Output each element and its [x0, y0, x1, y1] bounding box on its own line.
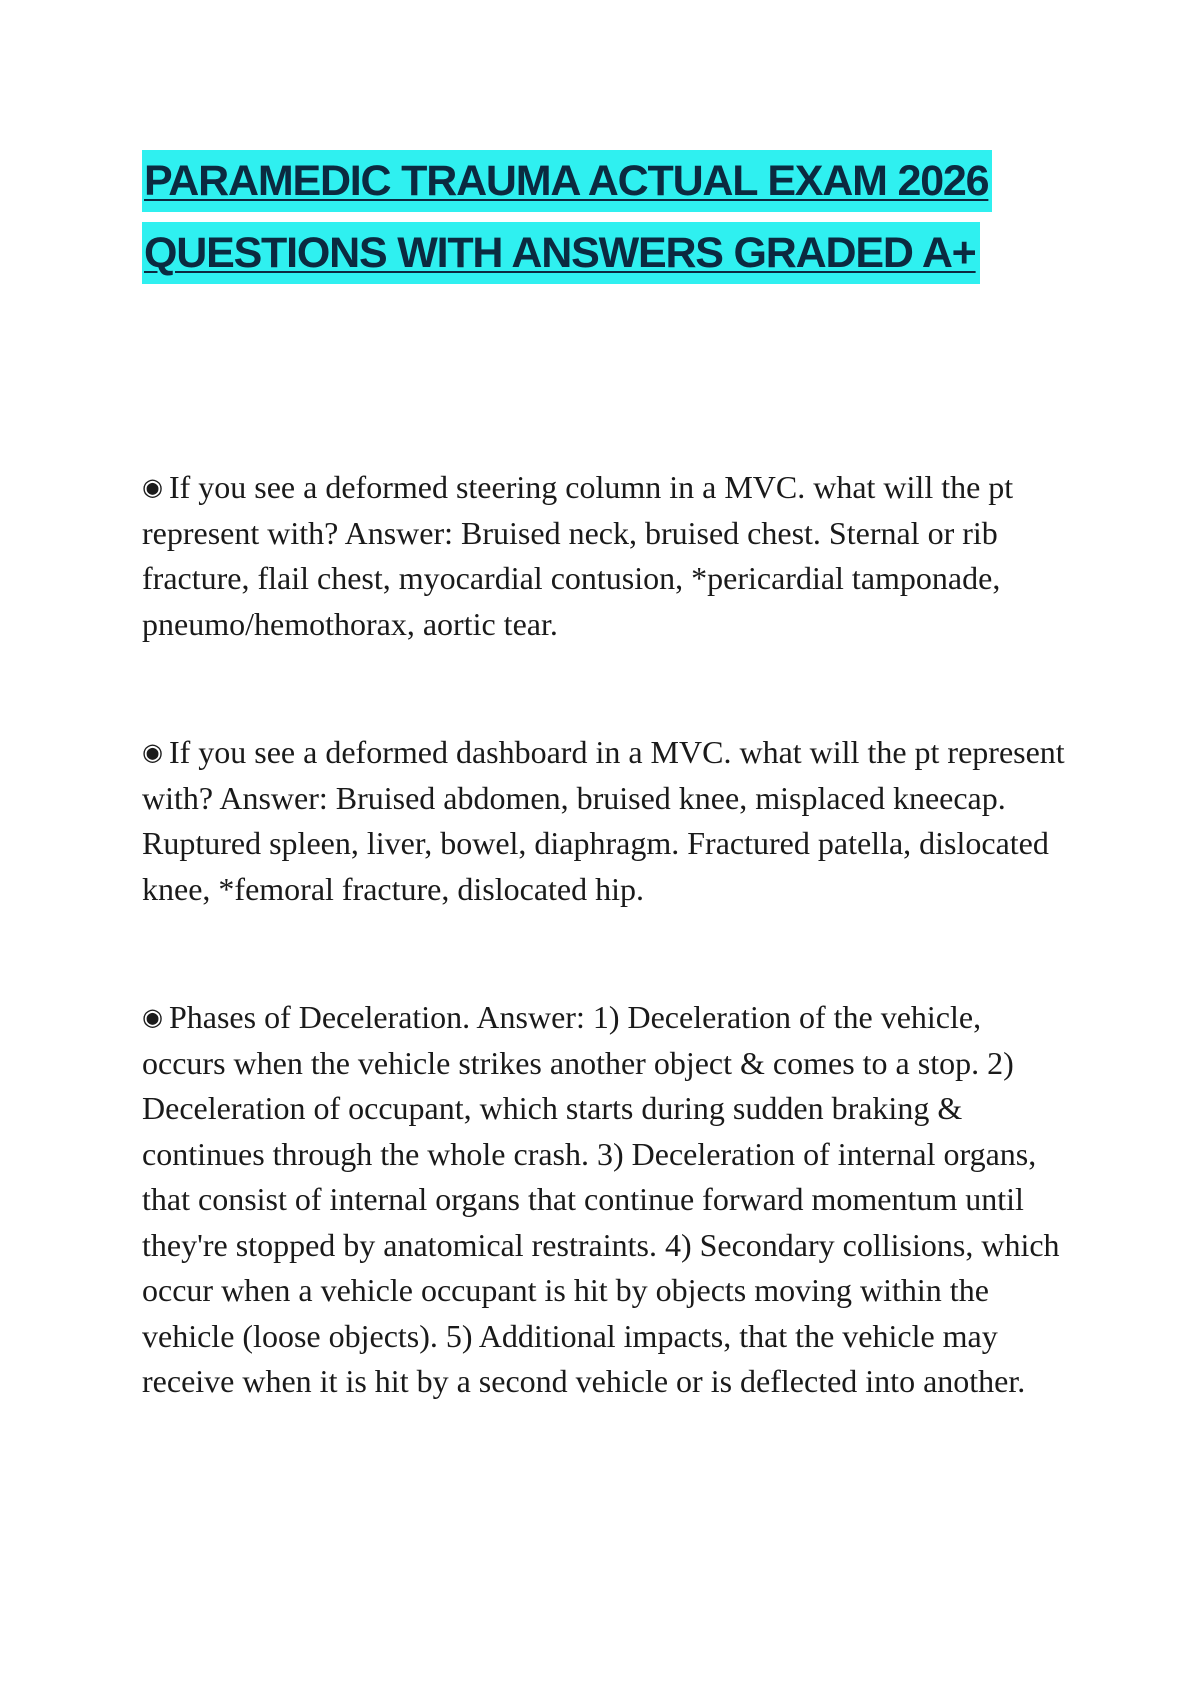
- question-answer-item: [142, 730, 1072, 912]
- item-text: Phases of Deceleration. Answer: 1) Deceleration of the vehicle, occurs when the vehicle strikes another object & comes to a stop. 2) Deceleration of occupant, which starts during sudden braking & continues through the whole crash. 3) Deceleration of internal organs, that consist of internal organs that continue forward momentum until they're stopped by anatomical restraints. 4) Secondary collisions, which occur when a vehicle occupant is hit by objects moving within the vehicle (loose objects). 5) Additional impacts, that the vehicle may receive when it is hit by a second vehicle or is deflected into another.: [142, 999, 1060, 1399]
- document-title: [142, 150, 1042, 294]
- item-text: If you see a deformed dashboard in a MVC. what will the pt represent with? Answer: Bruised abdomen, bruised knee, misplaced kneecap. Ruptured spleen, liver, bowel, diaphragm. Fractured patella, dislocated knee, *femoral fracture, dislocated hip.: [142, 734, 1065, 907]
- radio-bullet-icon: ◉: [142, 738, 163, 766]
- question-answer-item: [142, 465, 1072, 647]
- question-answer-item: [142, 995, 1072, 1405]
- title-line-2: QUESTIONS WITH ANSWERS GRADED A+: [142, 222, 980, 284]
- title-line-1: PARAMEDIC TRAUMA ACTUAL EXAM 2026: [142, 150, 992, 212]
- item-text: If you see a deformed steering column in a MVC. what will the pt represent with? Answer: Bruised neck, bruised chest. Sternal or rib fracture, flail chest, myocardial contusion, *pericardial tamponade, pneumo/hemothorax, aortic tear.: [142, 469, 1014, 642]
- radio-bullet-icon: ◉: [142, 1003, 163, 1031]
- radio-bullet-icon: ◉: [142, 473, 163, 501]
